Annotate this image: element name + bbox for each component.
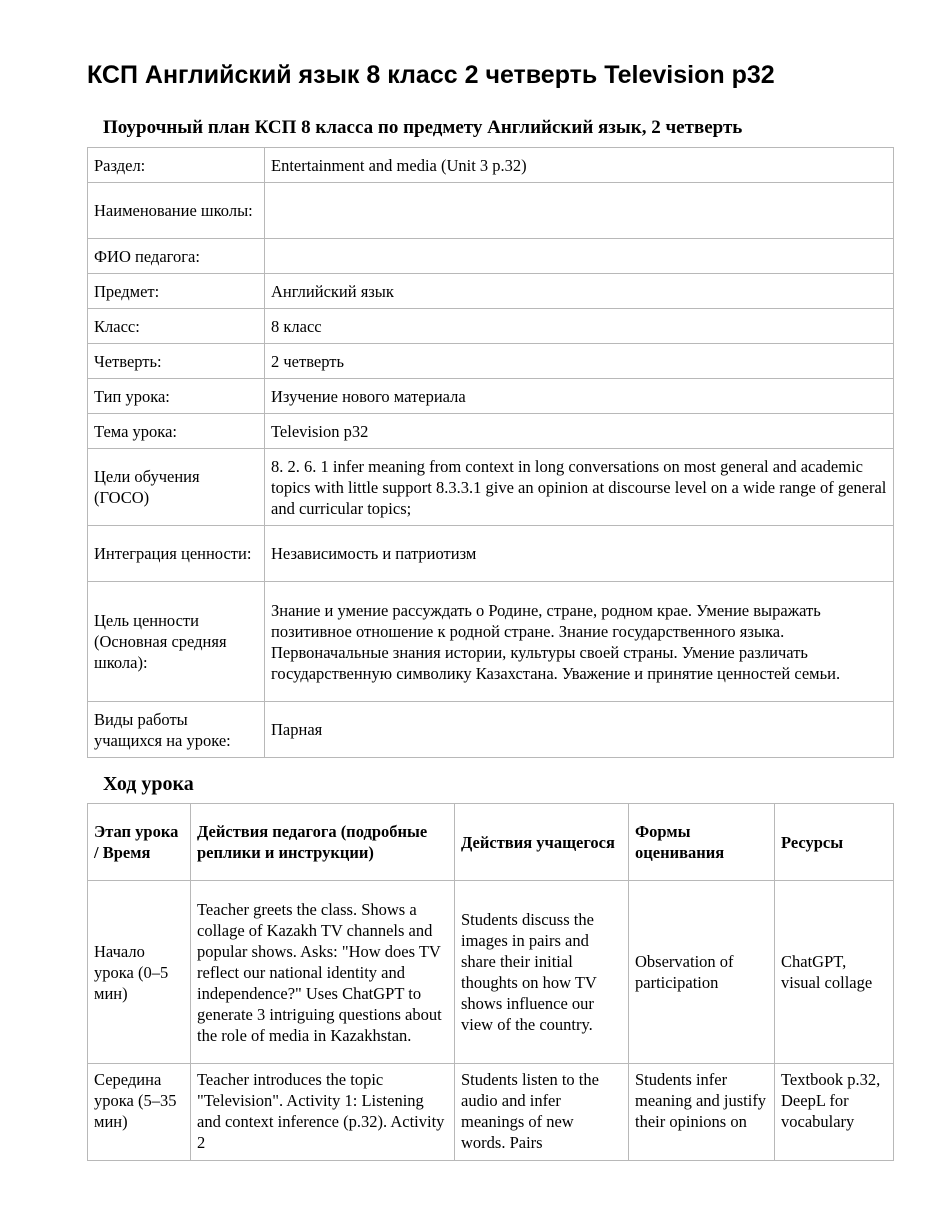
info-value: Парная [265,702,894,758]
column-header-student-actions: Действия учащегося [455,804,629,881]
lesson-plan-subtitle: Поурочный план КСП 8 класса по предмету Английский язык, 2 четверть [103,117,743,138]
column-header-assessment: Формы оценивания [629,804,775,881]
info-label: Класс: [88,309,265,344]
stage-cell: Середина урока (5–35 мин) [88,1064,191,1161]
info-row-lesson-type [88,379,894,414]
info-value: Entertainment and media (Unit 3 p.32) [265,148,894,183]
lesson-flow-header-row [88,804,894,881]
info-label: Раздел: [88,148,265,183]
info-value [265,239,894,274]
info-value: Изучение нового материала [265,379,894,414]
column-header-resources: Ресурсы [775,804,894,881]
info-label: Виды работы учащихся на уроке: [88,702,265,758]
teacher-actions-cell: Teacher introduces the topic "Television". Activity 1: Listening and context inference (p.32). Activity 2 [191,1064,455,1161]
column-header-stage: Этап урока / Время [88,804,191,881]
info-value: 8. 2. 6. 1 infer meaning from context in long conversations on most general and academic topics with little support 8.3.3.1 give an opinion at discourse level on a wide range of general and curricular topics; [265,449,894,526]
teacher-actions-cell: Teacher greets the class. Shows a collage of Kazakh TV channels and popular shows. Asks: "How does TV reflect our national identity and independence?" Uses ChatGPT to generate 3 intriguing questions about the role of media in Kazakhstan. [191,881,455,1064]
info-label: Четверть: [88,344,265,379]
info-value [265,183,894,239]
info-label: Цель ценности (Основная средняя школа): [88,582,265,702]
info-label: Предмет: [88,274,265,309]
info-row-lesson-topic [88,414,894,449]
info-label: Интеграция ценности: [88,526,265,582]
info-row-learning-objectives [88,449,894,526]
info-label: Наименование школы: [88,183,265,239]
info-label: Тема урока: [88,414,265,449]
lesson-info-table [87,147,894,758]
info-row-section [88,148,894,183]
info-value: Английский язык [265,274,894,309]
assessment-cell: Observation of participation [629,881,775,1064]
info-value: 8 класс [265,309,894,344]
info-value: Television p32 [265,414,894,449]
resources-cell: ChatGPT, visual collage [775,881,894,1064]
info-value: Независимость и патриотизм [265,526,894,582]
info-row-quarter [88,344,894,379]
student-actions-cell: Students discuss the images in pairs and share their initial thoughts on how TV shows influence our view of the country. [455,881,629,1064]
info-row-work-types [88,702,894,758]
info-row-teacher [88,239,894,274]
info-row-school [88,183,894,239]
info-value: Знание и умение рассуждать о Родине, стране, родном крае. Умение выражать позитивное отношение к родной стране. Знание государственного языка. Первоначальные знания истории, культуры своей страны. Умение различать государственную символику Казахстана. Уважение и принятие ценностей семьи. [265,582,894,702]
info-row-value-integration [88,526,894,582]
document-title: КСП Английский язык 8 класс 2 четверть Television p32 [87,61,775,89]
info-value: 2 четверть [265,344,894,379]
table-row [88,881,894,1064]
info-row-value-goal [88,582,894,702]
table-row [88,1064,894,1161]
assessment-cell: Students infer meaning and justify their opinions on [629,1064,775,1161]
info-label: Цели обучения (ГОСО) [88,449,265,526]
info-row-grade [88,309,894,344]
info-row-subject [88,274,894,309]
student-actions-cell: Students listen to the audio and infer meanings of new words. Pairs [455,1064,629,1161]
info-label: ФИО педагога: [88,239,265,274]
info-label: Тип урока: [88,379,265,414]
lesson-flow-heading: Ход урока [103,773,194,795]
column-header-teacher-actions: Действия педагога (подробные реплики и инструкции) [191,804,455,881]
stage-cell: Начало урока (0–5 мин) [88,881,191,1064]
resources-cell: Textbook p.32, DeepL for vocabulary [775,1064,894,1161]
lesson-flow-table [87,803,894,1161]
